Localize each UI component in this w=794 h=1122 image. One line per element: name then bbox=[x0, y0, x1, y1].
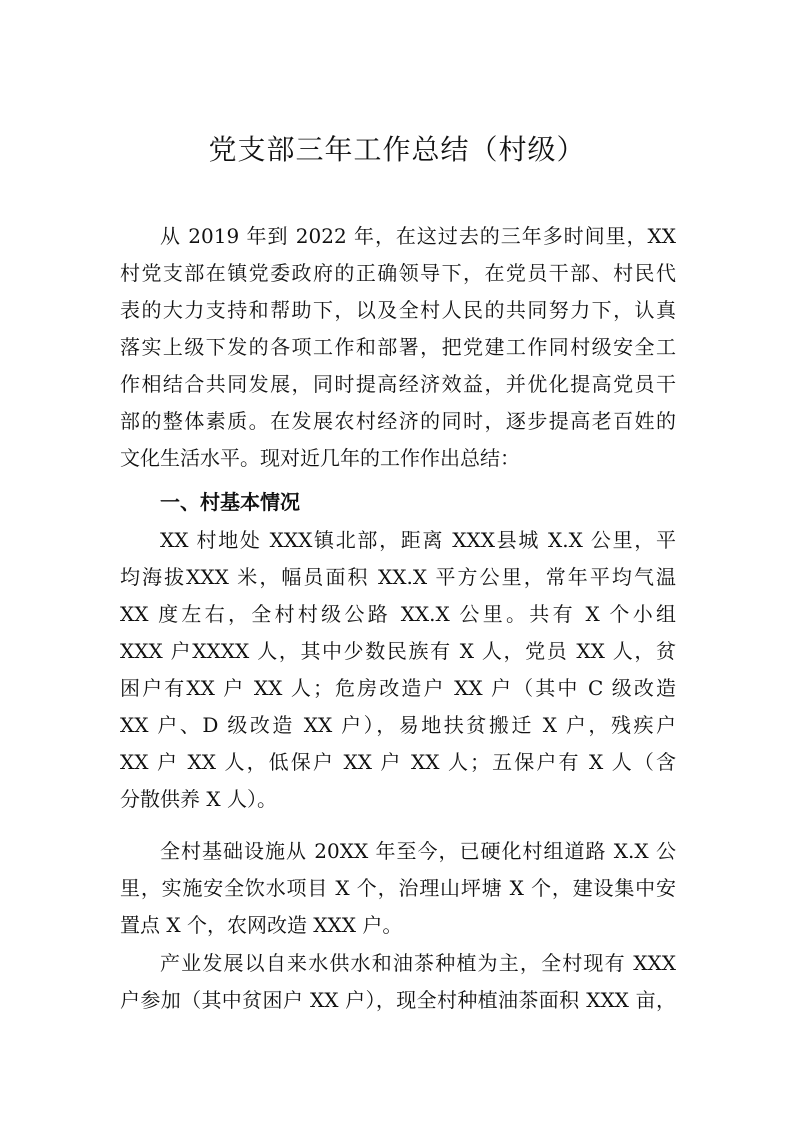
intro-paragraph bbox=[120, 218, 676, 477]
text-line: 村党支部在镇党委政府的正确领导下，在党员干部、村民代 bbox=[120, 261, 676, 285]
section-1-paragraph-3 bbox=[120, 945, 676, 1019]
section-1-paragraph-2 bbox=[120, 833, 676, 944]
section-heading: 一、村基本情况 bbox=[160, 490, 300, 514]
section-1-paragraph-1 bbox=[120, 522, 676, 818]
text-line: 作相结合共同发展，同时提高经济效益，并优化提高党员干 bbox=[120, 372, 676, 396]
text-line: 部的整体素质。在发展农村经济的同时，逐步提高老百姓的 bbox=[120, 409, 676, 433]
text-line: 文化生活水平。现对近几年的工作作出总结： bbox=[120, 446, 520, 470]
text-line: XX 户、D 级改造 XX 户），易地扶贫搬迁 X 户，残疾户 bbox=[120, 713, 676, 737]
text-line: 分散供养 X 人）。 bbox=[120, 787, 277, 811]
text-line: 困户有XX 户 XX 人；危房改造户 XX 户（其中 C 级改造 bbox=[120, 676, 676, 700]
text-line: 产业发展以自来水供水和油茶种植为主，全村现有 XXX bbox=[160, 951, 676, 975]
text-line: XXX 户XXXX 人，其中少数民族有 X 人，党员 XX 人，贫 bbox=[120, 639, 676, 663]
text-line: XX 村地处 XXX镇北部，距离 XXX县城 X.X 公里，平 bbox=[160, 528, 676, 552]
text-line: 落实上级下发的各项工作和部署，把党建工作同村级安全工 bbox=[120, 335, 676, 359]
text-line: 户参加（其中贫困户 XX 户），现全村种植油茶面积 XXX 亩， bbox=[120, 988, 676, 1012]
text-line: 里，实施安全饮水项目 X 个，治理山坪塘 X 个，建设集中安 bbox=[120, 876, 676, 900]
text-line: XX 度左右，全村村级公路 XX.X 公里。共有 X 个小组 bbox=[120, 602, 676, 626]
section-1 bbox=[120, 482, 676, 522]
text-line: 均海拔XXX 米，幅员面积 XX.X 平方公里，常年平均气温 bbox=[120, 565, 676, 589]
text-line: 从 2019 年到 2022 年，在这过去的三年多时间里，XX bbox=[160, 224, 676, 248]
text-line: 全村基础设施从 20XX 年至今，已硬化村组道路 X.X 公 bbox=[160, 839, 676, 863]
text-line: 置点 X 个，农网改造 XXX 户。 bbox=[120, 913, 403, 937]
text-line: XX 户 XX 人，低保户 XX 户 XX 人；五保户有 X 人（含 bbox=[120, 750, 676, 774]
document-title: 党支部三年工作总结（村级） bbox=[208, 133, 586, 166]
text-line: 表的大力支持和帮助下，以及全村人民的共同努力下，认真 bbox=[120, 298, 676, 322]
